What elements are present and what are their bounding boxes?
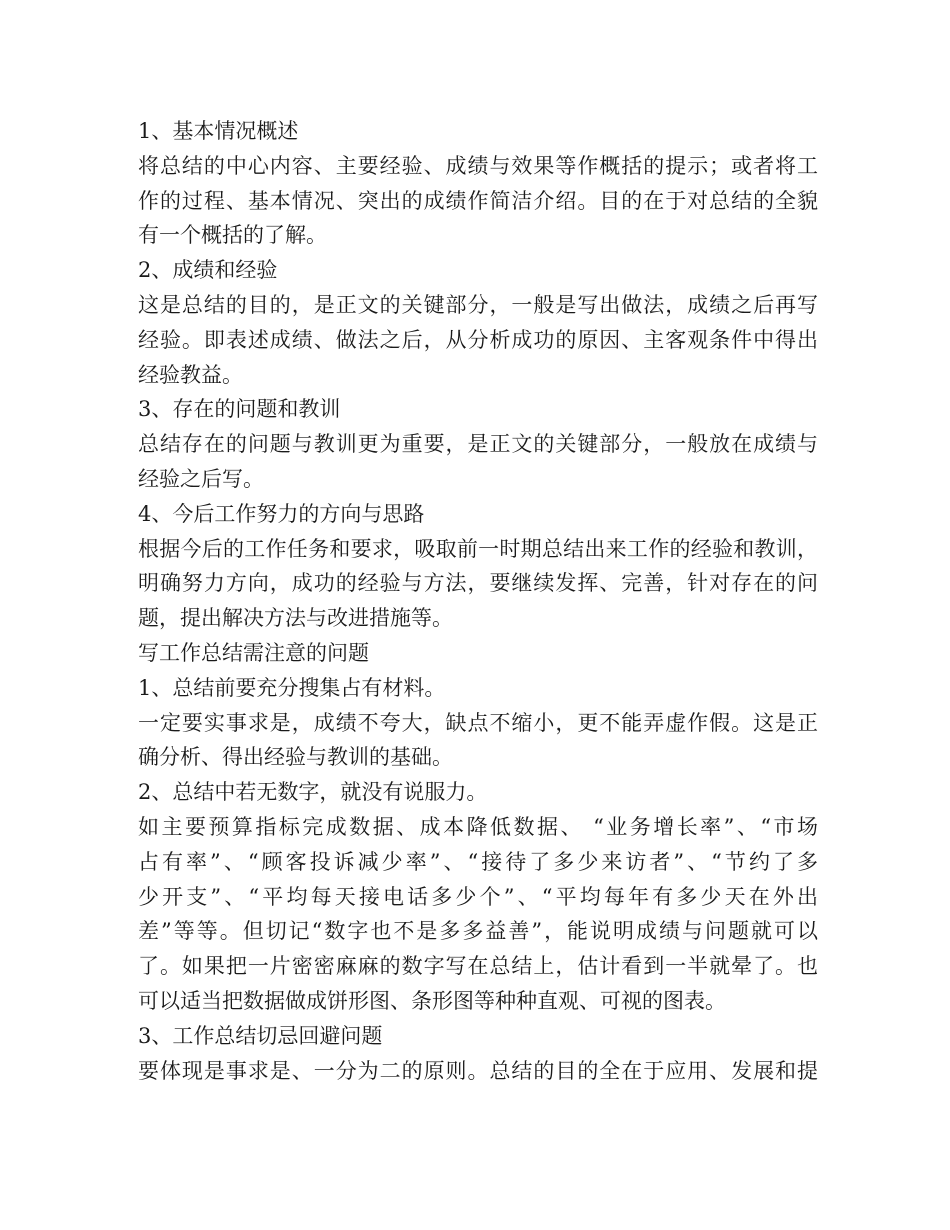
paragraph-line: 经验教益。 <box>138 362 243 387</box>
paragraph-line: 经验之后写。 <box>138 466 264 491</box>
heading-avoid-problems: 3、工作总结切忌回避问题 <box>138 1023 383 1048</box>
paragraph-line: 总结存在的问题与教训更为重要，是正文的关键部分，一般放在成绩与 <box>138 432 818 457</box>
heading-problems-lessons: 3、存在的问题和教训 <box>138 397 341 422</box>
paragraph-line: 可以适当把数据做成饼形图、条形图等种种直观、可视的图表。 <box>138 988 726 1013</box>
paragraph-line: 作的过程、基本情况、突出的成绩作简洁介绍。目的在于对总结的全貌 <box>138 188 818 213</box>
paragraph-line: 将总结的中心内容、主要经验、成绩与效果等作概括的提示；或者将工 <box>138 153 818 178</box>
paragraph-line: 这是总结的目的，是正文的关键部分，一般是写出做法，成绩之后再写 <box>138 292 818 317</box>
paragraph-line: 差”等等。但切记“数字也不是多多益善”，能说明成绩与问题就可以 <box>138 919 818 944</box>
paragraph-line: 确分析、得出经验与教训的基础。 <box>138 745 453 770</box>
paragraph-line: 明确努力方向，成功的经验与方法，要继续发挥、完善，针对存在的问 <box>138 571 818 596</box>
paragraph-line: 如主要预算指标完成数据、成本降低数据、 “业务增长率”、“市场 <box>138 814 818 839</box>
paragraph-line: 要体现是事求是、一分为二的原则。总结的目的全在于应用、发展和提 <box>138 1058 818 1083</box>
heading-achievements: 2、成绩和经验 <box>138 258 278 283</box>
heading-future-direction: 4、今后工作努力的方向与思路 <box>138 501 425 526</box>
paragraph-line: 占有率”、“顾客投诉减少率”、“接待了多少来访者”、“节约了多 <box>138 849 818 874</box>
paragraph-line: 少开支”、“平均每天接电话多少个”、“平均每年有多少天在外出 <box>138 884 818 909</box>
paragraph-line: 根据今后的工作任务和要求，吸取前一时期总结出来工作的经验和教训， <box>138 536 818 561</box>
heading-collect-materials: 1、总结前要充分搜集占有材料。 <box>138 675 446 700</box>
heading-basic-overview: 1、基本情况概述 <box>138 119 299 143</box>
heading-numbers: 2、总结中若无数字，就没有说服力。 <box>138 780 488 805</box>
paragraph-line: 题，提出解决方法与改进措施等。 <box>138 606 453 631</box>
document-page <box>138 114 818 1088</box>
paragraph-line: 经验。即表述成绩、做法之后，从分析成功的原因、主客观条件中得出 <box>138 327 818 352</box>
section-title-notes: 写工作总结需注意的问题 <box>138 640 369 665</box>
paragraph-line: 一定要实事求是，成绩不夸大，缺点不缩小，更不能弄虚作假。这是正 <box>138 710 818 735</box>
paragraph-line: 有一个概括的了解。 <box>138 223 327 248</box>
paragraph-line: 了。如果把一片密密麻麻的数字写在总结上，估计看到一半就晕了。也 <box>138 954 818 979</box>
